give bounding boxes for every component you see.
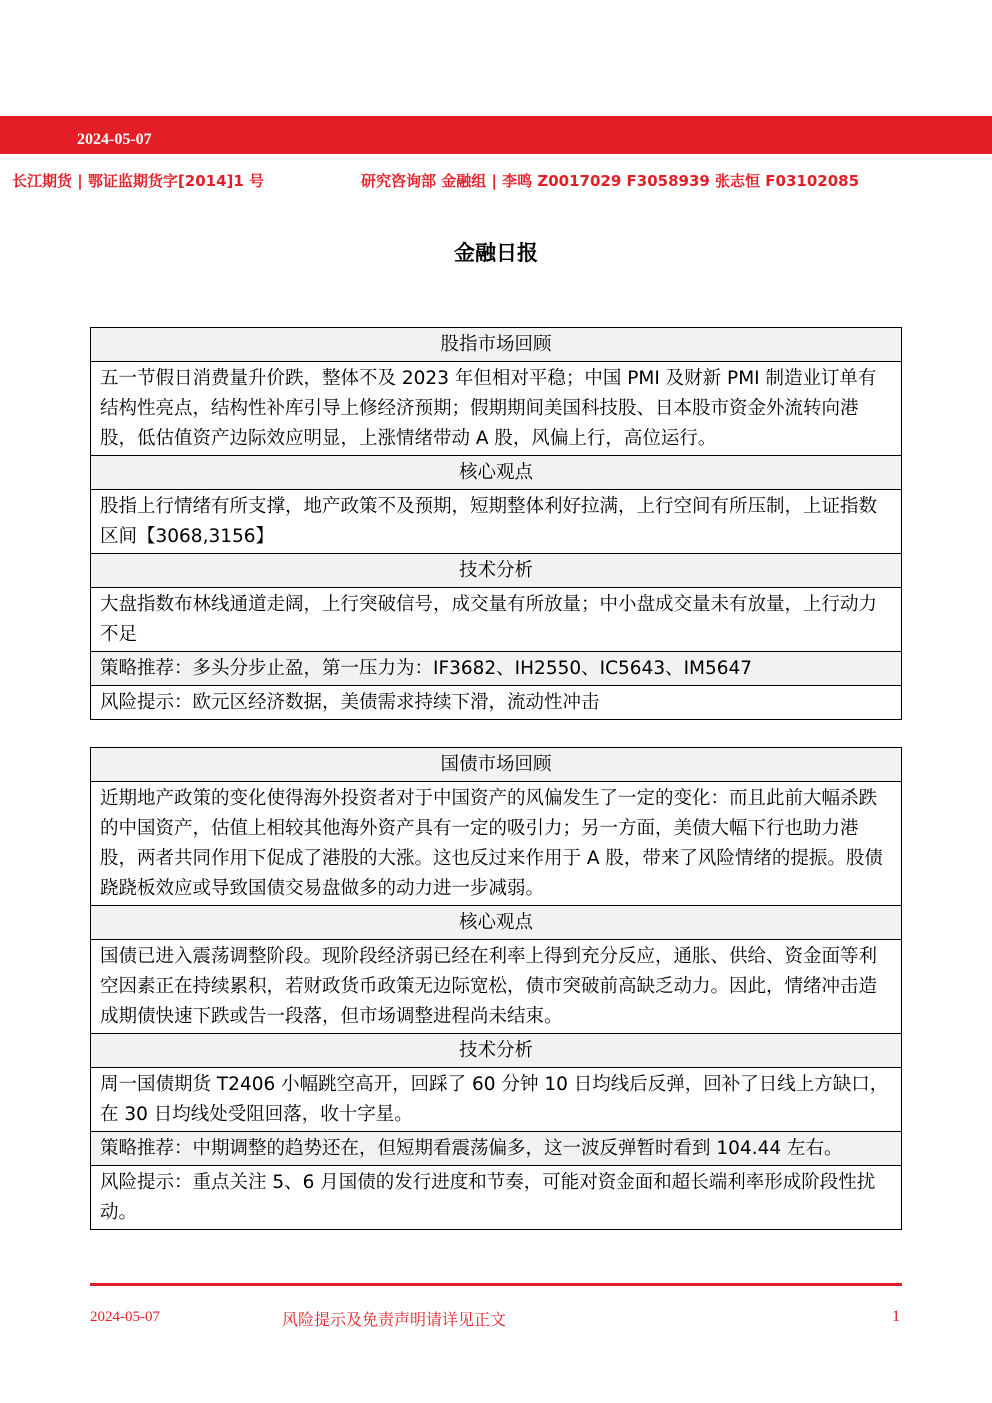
bond-tech-heading: 技术分析	[91, 1034, 902, 1068]
page-number: 1	[892, 1308, 900, 1325]
bond-core-text: 国债已进入震荡调整阶段。现阶段经济弱已经在利率上得到充分反应，通胀、供给、资金面等利空因素正在持续累积，若财政货币政策无边际宽松，债市突破前高缺乏动力。因此，情绪冲击造成期债快速下跌或告一段落，但市场调整进程尚未结束。	[91, 940, 902, 1034]
bond-review-text: 近期地产政策的变化使得海外投资者对于中国资产的风偏发生了一定的变化：而且此前大幅杀跌的中国资产，估值上相较其他海外资产具有一定的吸引力；另一方面，美债大幅下行也助力港股，两者共同作用下促成了港股的大涨。这也反过来作用于 A 股，带来了风险情绪的提振。股债跷跷板效应或导致国债交易盘做多的动力进一步减弱。	[91, 782, 902, 906]
report-date: 2024-05-07	[77, 131, 152, 148]
footer-date: 2024-05-07	[90, 1309, 160, 1325]
footer-disclaimer: 风险提示及免责声明请详见正文	[282, 1310, 507, 1329]
equity-section	[90, 327, 902, 720]
equity-core-heading: 核心观点	[91, 456, 902, 490]
equity-strategy: 策略推荐：多头分步止盈，第一压力为：IF3682、IH2550、IC5643、IM5647	[91, 652, 902, 686]
equity-risk: 风险提示：欧元区经济数据，美债需求持续下滑，流动性冲击	[91, 686, 902, 720]
company-license: 长江期货 | 鄂证监期货字[2014]1 号	[12, 172, 265, 190]
equity-core-text: 股指上行情绪有所支撑，地产政策不及预期，短期整体利好拉满，上行空间有所压制，上证指数区间【3068,3156】	[91, 490, 902, 554]
equity-tech-text: 大盘指数布林线通道走阔，上行突破信号，成交量有所放量；中小盘成交量未有放量，上行动力不足	[91, 588, 902, 652]
page-title: 金融日报	[454, 241, 538, 265]
bond-review-heading: 国债市场回顾	[91, 748, 902, 782]
research-authors: 研究咨询部 金融组 | 李鸣 Z0017029 F3058939 张志恒 F03102085	[361, 172, 860, 190]
footer-divider	[90, 1283, 902, 1286]
equity-review-text: 五一节假日消费量升价跌，整体不及 2023 年但相对平稳；中国 PMI 及财新 PMI 制造业订单有结构性亮点，结构性补库引导上修经济预期；假期期间美国科技股、日本股市资金外流转向港股，低估值资产边际效应明显，上涨情绪带动 A 股，风偏上行，高位运行。	[91, 362, 902, 456]
bond-tech-text: 周一国债期货 T2406 小幅跳空高开，回踩了 60 分钟 10 日均线后反弹，回补了日线上方缺口，在 30 日均线处受阻回落，收十字星。	[91, 1068, 902, 1132]
bond-risk: 风险提示：重点关注 5、6 月国债的发行进度和节奏，可能对资金面和超长端利率形成阶段性扰动。	[91, 1166, 902, 1230]
equity-tech-heading: 技术分析	[91, 554, 902, 588]
bond-section	[90, 747, 902, 1230]
bond-strategy: 策略推荐：中期调整的趋势还在，但短期看震荡偏多，这一波反弹暂时看到 104.44 左右。	[91, 1132, 902, 1166]
bond-core-heading: 核心观点	[91, 906, 902, 940]
equity-review-heading: 股指市场回顾	[91, 328, 902, 362]
